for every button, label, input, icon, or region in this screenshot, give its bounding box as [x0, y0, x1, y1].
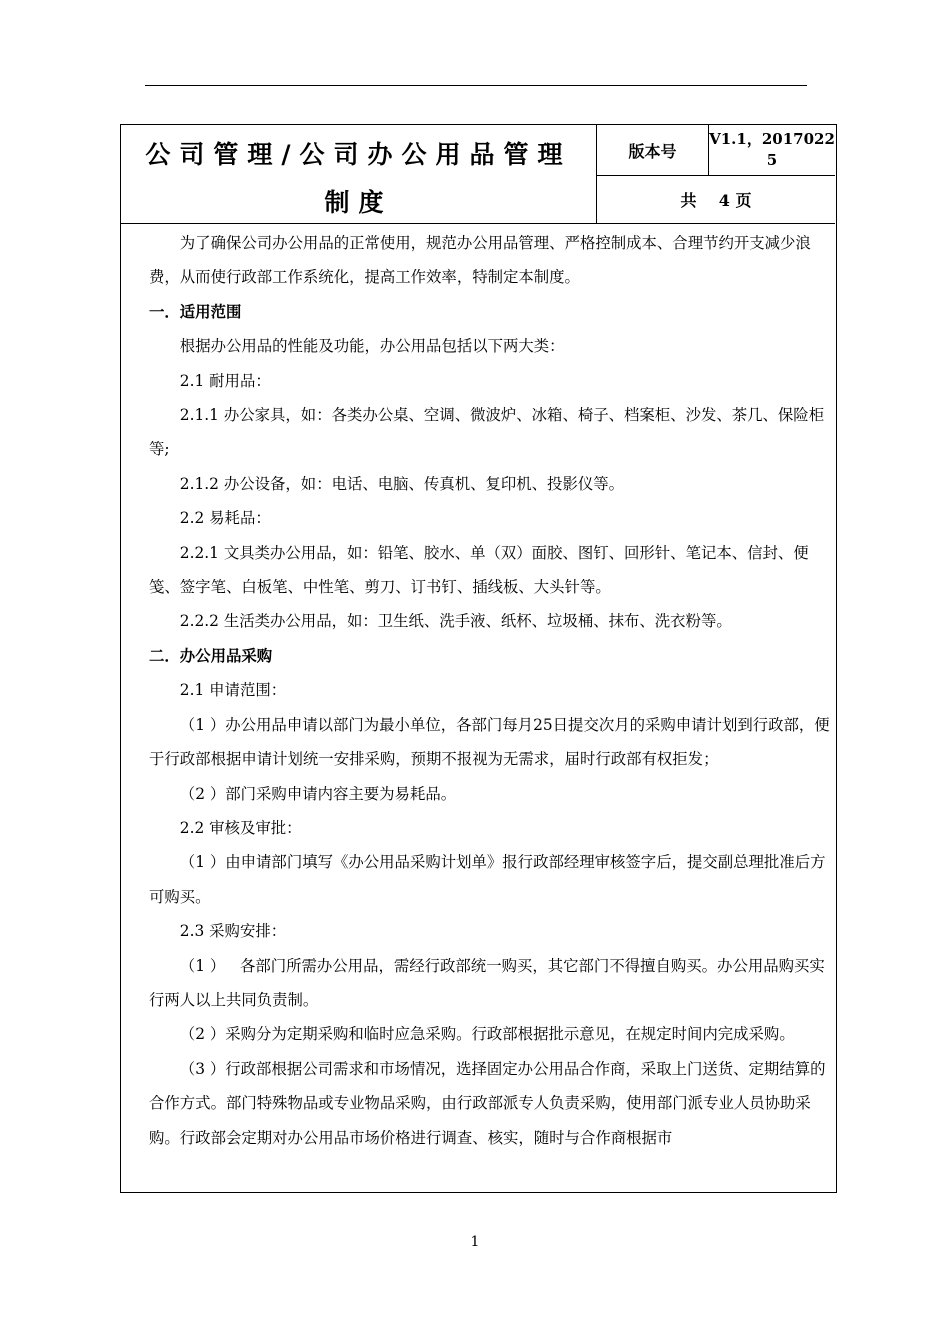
paragraph: 2.1 申请范围：: [179, 681, 287, 700]
paragraph: 2.2 审核及审批：: [179, 818, 302, 837]
paragraph: （1 ）办公用品申请以部门为最小单位，各部门每月25日提交次月的采购申请计划到行政部，便于行政部根据申请计划统一安排采购，预期不报视为无需求，届时行政部有权拒发；: [149, 715, 830, 769]
document-title-line1: 公司管理/公司办公用品管理: [145, 140, 572, 169]
paragraph: （3 ）行政部根据公司需求和市场情况，选择固定办公用品合作商，采取上门送货、定期结算的合作方式。部门特殊物品或专业物品采购，由行政部派专人负责采购，使用部门派专业人员协助采购。行政部会定期对办公用品市场价格进行调查、核实，随时与合作商根据市: [149, 1059, 826, 1147]
paragraph: （1 ） 各部门所需办公用品，需经行政部统一购买，其它部门不得擅自购买。办公用品购买实行两人以上共同负责制。: [149, 956, 825, 1009]
intro-paragraph: 为了确保公司办公用品的正常使用，规范办公用品管理、严格控制成本、合理节约开支减少浪费，从而使行政部工作系统化，提高工作效率，特制定本制度。: [149, 234, 811, 287]
paragraph: 2.2 易耗品：: [179, 509, 271, 528]
document-body: [149, 226, 833, 1155]
section-heading-procurement: 二．办公用品采购: [149, 646, 273, 665]
document-table: [120, 124, 837, 1193]
document-title-cell: [121, 125, 597, 224]
paragraph: 2.2.2 生活类办公用品，如：卫生纸、洗手液、纸杯、垃圾桶、抹布、洗衣粉等。: [179, 612, 732, 631]
section-heading-scope: 一．适用范围: [149, 302, 242, 321]
header-rule: [145, 85, 807, 86]
page-count: 共 4 页: [597, 176, 835, 224]
paragraph: （2 ）采购分为定期采购和临时应急采购。行政部根据批示意见，在规定时间内完成采购。: [179, 1025, 795, 1044]
page-number: 1: [470, 1234, 480, 1250]
version-label: 版本号: [597, 125, 709, 176]
paragraph: （1 ）由申请部门填写《办公用品采购计划单》报行政部经理审核签字后，提交副总理批准后方可购买。: [149, 853, 826, 906]
document-title-line2: 制度: [324, 188, 393, 217]
version-value: V1.1，20170225: [709, 125, 835, 176]
paragraph: 2.1.2 办公设备，如：电话、电脑、传真机、复印机、投影仪等。: [179, 474, 625, 493]
paragraph: （2 ）部门采购申请内容主要为易耗品。: [179, 784, 457, 803]
paragraph: 2.3 采购安排：: [179, 922, 287, 941]
paragraph: 2.2.1 文具类办公用品，如：铅笔、胶水、单（双）面胶、图钉、回形针、笔记本、信封、便笺、签字笔、白板笔、中性笔、剪刀、订书钉、插线板、大头针等。: [149, 543, 809, 597]
paragraph: 2.1.1 办公家具，如：各类办公桌、空调、微波炉、冰箱、椅子、档案柜、沙发、茶几、保险柜等;: [149, 406, 825, 459]
paragraph: 2.1 耐用品：: [179, 371, 271, 390]
paragraph: 根据办公用品的性能及功能，办公用品包括以下两大类：: [179, 337, 565, 356]
